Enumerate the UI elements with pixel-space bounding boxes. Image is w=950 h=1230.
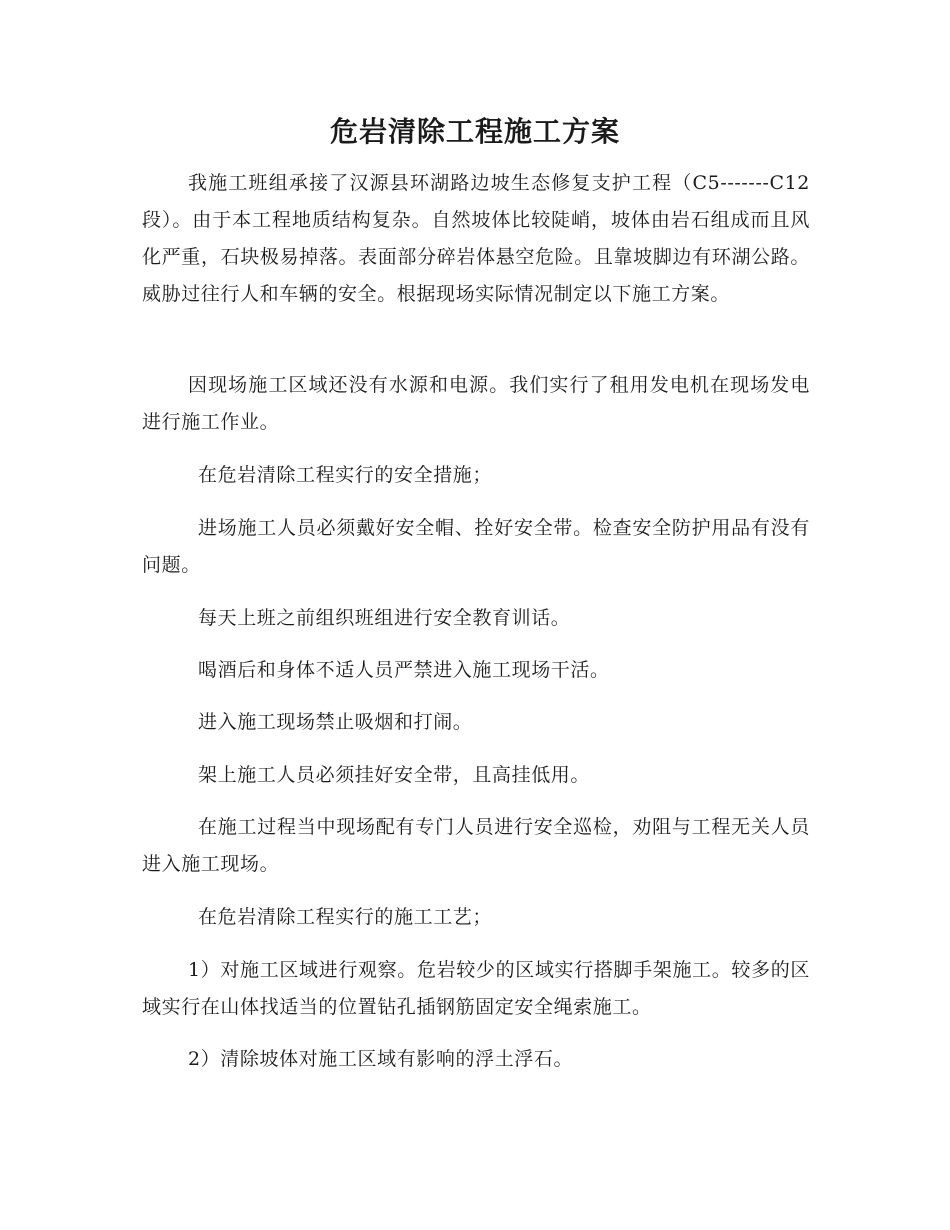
- paragraph-step-2: 2）清除坡体对施工区域有影响的浮土浮石。: [188, 1048, 574, 1070]
- paragraph-safety-equipment: 进场施工人员必须戴好安全帽、拴好安全带。检查安全防护用品有没有问题。: [142, 517, 810, 576]
- paragraph-process-heading: 在危岩清除工程实行的施工工艺；: [198, 906, 493, 928]
- document-title: 危岩清除工程施工方案: [329, 115, 620, 148]
- paragraph-safety-training: 每天上班之前组织班组进行安全教育训话。: [198, 607, 571, 629]
- paragraph-safety-heading: 在危岩清除工程实行的安全措施；: [198, 464, 493, 486]
- paragraph-safety-inspection: 在施工过程当中现场配有专门人员进行安全巡检，劝阻与工程无关人员进入施工现场。: [142, 816, 810, 875]
- paragraph-no-smoking: 进入施工现场禁止吸烟和打闹。: [198, 711, 473, 733]
- paragraph-no-alcohol: 喝酒后和身体不适人员严禁进入施工现场干活。: [198, 659, 610, 681]
- paragraph-intro: 我施工班组承接了汉源县环湖路边坡生态修复支护工程（C5-------C12段）。由于本工程地质结构复杂。自然坡体比较陡峭，坡体由岩石组成而且风化严重，石块极易掉落。表面部分碎岩体悬空危险。且靠坡脚边有环湖公路。威胁过往行人和车辆的安全。根据现场实际情况制定以下施工方案。: [142, 172, 810, 305]
- paragraph-safety-belt: 架上施工人员必须挂好安全带，且高挂低用。: [198, 764, 591, 786]
- paragraph-power-source: 因现场施工区域还没有水源和电源。我们实行了租用发电机在现场发电进行施工作业。: [142, 374, 810, 433]
- paragraph-step-1: 1）对施工区域进行观察。危岩较少的区域实行搭脚手架施工。较多的区域实行在山体找适当的位置钻孔插钢筋固定安全绳索施工。: [142, 959, 810, 1018]
